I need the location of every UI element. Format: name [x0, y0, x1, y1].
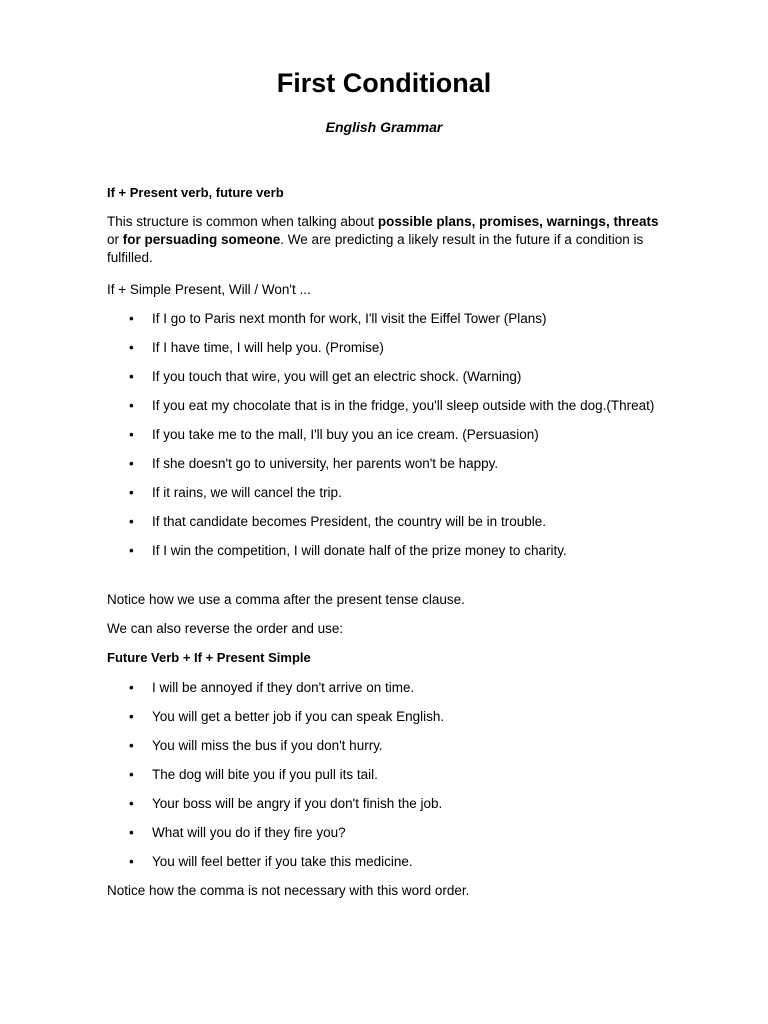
list-item	[107, 853, 667, 871]
section1-note: Notice how we use a comma after the present tense clause.	[107, 592, 465, 607]
list-item	[107, 766, 667, 784]
bullet-icon: •	[129, 738, 134, 753]
list-item-text: You will feel better if you take this medicine.	[152, 854, 413, 869]
intro-text-1: This structure is common when talking about	[107, 214, 378, 229]
page-title: First Conditional	[276, 68, 492, 98]
list-item	[107, 339, 667, 357]
intro-text-3: . We are predicting a likely result in the future if a condition is fulfilled.	[107, 232, 644, 265]
list-item	[107, 397, 667, 415]
page-subtitle: English Grammar	[325, 119, 443, 135]
list-item-text: You will get a better job if you can speak English.	[152, 709, 445, 724]
list-item-text: If you touch that wire, you will get an electric shock. (Warning)	[152, 369, 522, 384]
list-item	[107, 484, 667, 502]
list-item-text: If you take me to the mall, I'll buy you an ice cream. (Persuasion)	[152, 427, 539, 442]
bullet-icon: •	[129, 369, 134, 384]
section1-pattern: If + Simple Present, Will / Won't ...	[107, 282, 311, 297]
list-item-text: I will be annoyed if they don't arrive on time.	[152, 680, 415, 695]
section1-heading: If + Present verb, future verb	[107, 185, 284, 200]
intro-text-2: or	[107, 232, 123, 247]
list-item	[107, 310, 667, 328]
list-item	[107, 513, 667, 531]
list-item-text: If that candidate becomes President, the country will be in trouble.	[152, 514, 546, 529]
bullet-icon: •	[129, 767, 134, 782]
list-item-text: If it rains, we will cancel the trip.	[152, 485, 342, 500]
list-item-text: The dog will bite you if you pull its tail.	[152, 767, 378, 782]
list-item	[107, 426, 667, 444]
section2-heading: Future Verb + If + Present Simple	[107, 650, 311, 665]
list-item	[107, 368, 667, 386]
bullet-icon: •	[129, 825, 134, 840]
bullet-icon: •	[129, 854, 134, 869]
list-item-text: If you eat my chocolate that is in the fridge, you'll sleep outside with the dog.(Threat)	[152, 398, 655, 413]
bullet-icon: •	[129, 514, 134, 529]
section2-example-list	[107, 679, 667, 882]
bullet-icon: •	[129, 709, 134, 724]
list-item-text: If she doesn't go to university, her parents won't be happy.	[152, 456, 499, 471]
list-item-text: Your boss will be angry if you don't finish the job.	[152, 796, 443, 811]
list-item	[107, 795, 667, 813]
bullet-icon: •	[129, 485, 134, 500]
list-item	[107, 455, 667, 473]
list-item	[107, 708, 667, 726]
bullet-icon: •	[129, 543, 134, 558]
list-item	[107, 824, 667, 842]
list-item-text: You will miss the bus if you don't hurry.	[152, 738, 383, 753]
bullet-icon: •	[129, 398, 134, 413]
list-item	[107, 542, 667, 560]
section1-example-list	[107, 310, 667, 571]
bullet-icon: •	[129, 427, 134, 442]
section1-intro	[107, 213, 667, 267]
bullet-icon: •	[129, 680, 134, 695]
list-item	[107, 737, 667, 755]
bullet-icon: •	[129, 796, 134, 811]
bullet-icon: •	[129, 311, 134, 326]
list-item-text: If I win the competition, I will donate half of the prize money to charity.	[152, 543, 567, 558]
bullet-icon: •	[129, 456, 134, 471]
section2-lead: We can also reverse the order and use:	[107, 621, 344, 636]
intro-bold-1: possible plans, promises, warnings, threats	[377, 214, 659, 229]
list-item	[107, 679, 667, 697]
list-item-text: If I have time, I will help you. (Promise)	[152, 340, 384, 355]
intro-bold-2: for persuading someone	[122, 232, 281, 247]
list-item-text: What will you do if they fire you?	[152, 825, 346, 840]
section2-note: Notice how the comma is not necessary with this word order.	[107, 883, 470, 898]
list-item-text: If I go to Paris next month for work, I'll visit the Eiffel Tower (Plans)	[152, 311, 547, 326]
bullet-icon: •	[129, 340, 134, 355]
